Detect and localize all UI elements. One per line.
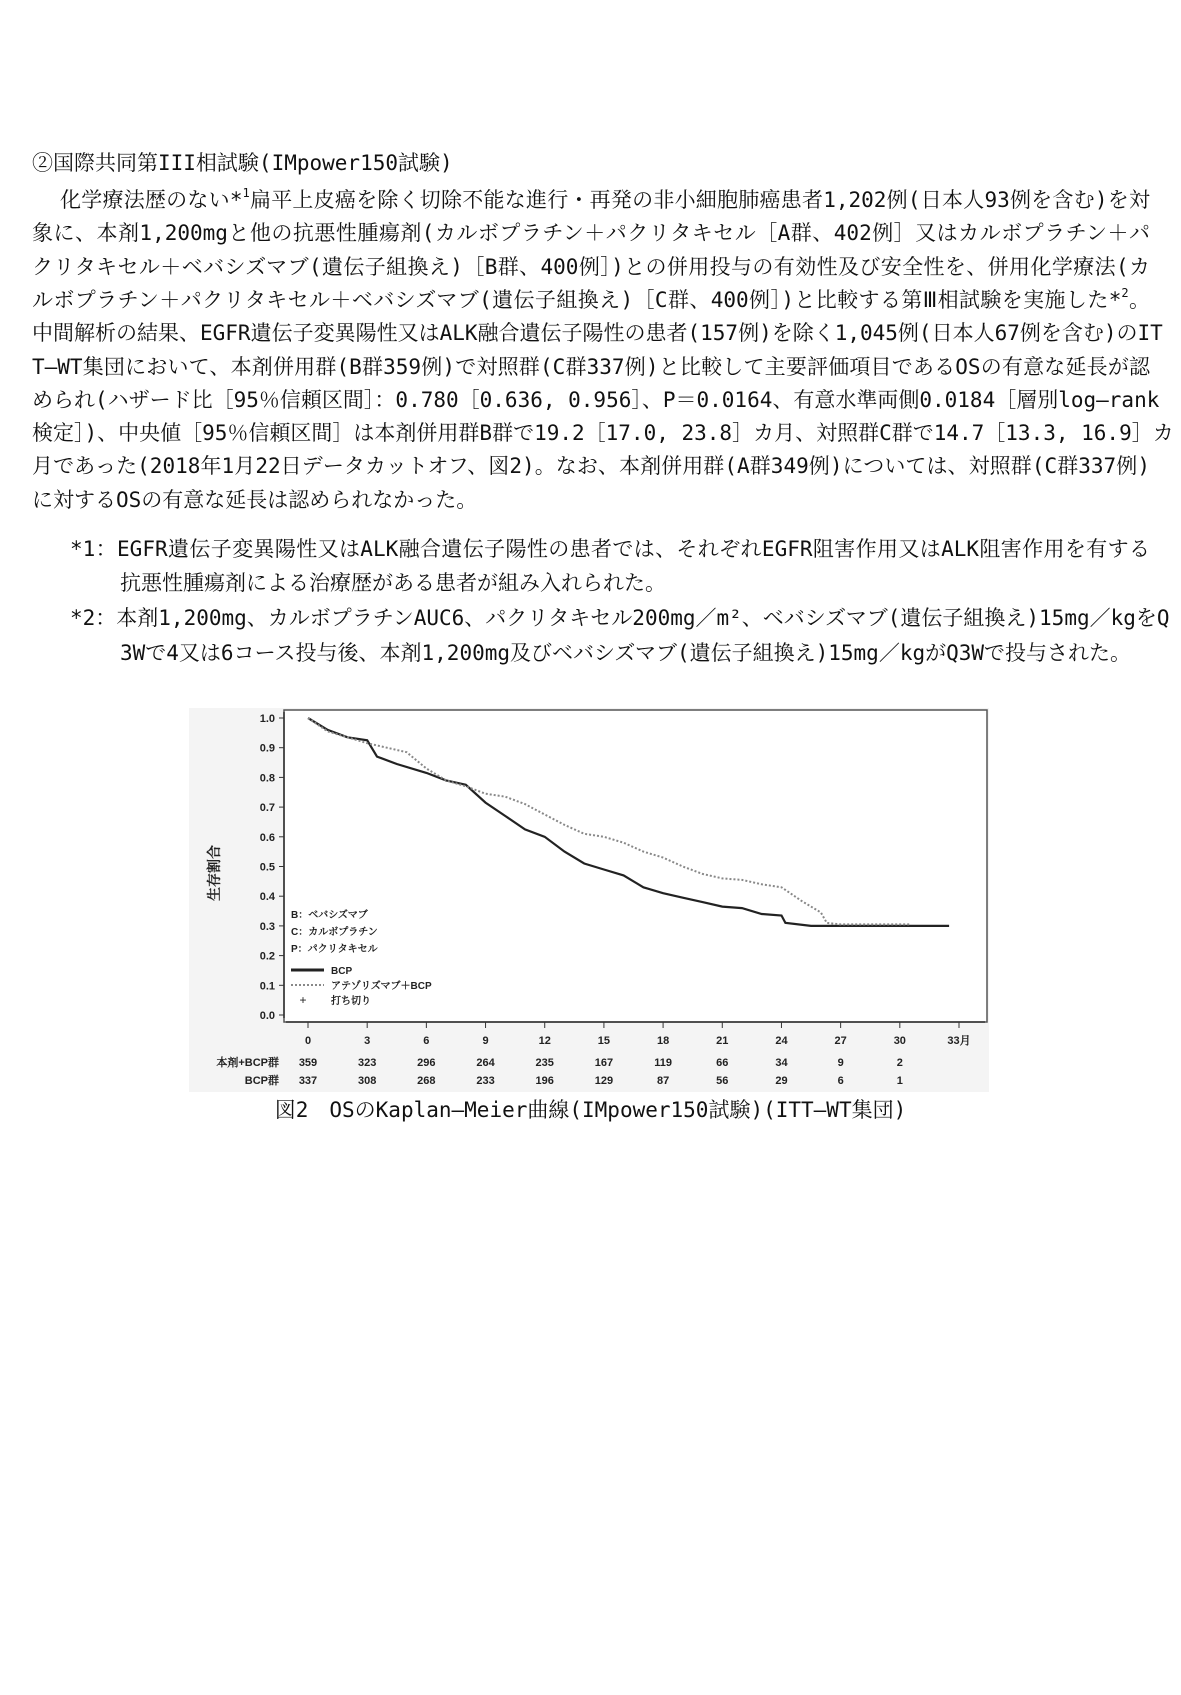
section-heading: ②国際共同第III相試験(IMpower150試験): [32, 151, 453, 175]
at-risk-row-label: BCP群: [244, 1075, 279, 1087]
y-tick-label: 0.2: [259, 950, 275, 963]
x-tick-label: 24: [775, 1035, 788, 1047]
paragraph-line: 化学療法歴のない*$^1$扁平上皮癌を除く切除不能な進行・再発の非小細胞肺癌患者1,202例(日本人93例を含む)を対: [60, 186, 1150, 212]
at-risk-count: 167: [594, 1057, 614, 1069]
at-risk-count: 129: [594, 1075, 614, 1087]
paragraph-line: T―WT集団において、本剤併用群(B群359例)で対照群(C群337例)と比較して主要評価項目であるOSの有意な延長が認: [32, 354, 1150, 379]
x-tick-label: 33月: [947, 1035, 971, 1047]
at-risk-count: 6: [837, 1075, 844, 1087]
x-tick-label: 27: [834, 1035, 847, 1047]
abbreviation-note: B：ベバシズマブ: [291, 910, 368, 921]
at-risk-count: 233: [476, 1075, 495, 1087]
y-tick-label: 0.5: [259, 861, 275, 874]
abbreviation-note: P：パクリタキセル: [291, 944, 378, 955]
abbreviation-note: C：カルボプラチン: [291, 927, 378, 938]
x-tick-label: 0: [304, 1035, 312, 1047]
paragraph-line: 中間解析の結果、EGFR遺伝子変異陽性又はALK融合遺伝子陽性の患者(157例)を除く1,045例(日本人67例を含む)のIT: [32, 321, 1163, 346]
kaplan-meier-chart: [189, 708, 989, 1148]
paragraph-line: に対するOSの有意な延長は認められなかった。: [32, 487, 478, 512]
y-tick-label: 0.8: [259, 772, 275, 785]
x-tick-label: 6: [423, 1035, 430, 1047]
footnote-line: *1：EGFR遺伝子変異陽性又はALK融合遺伝子陽性の患者では、それぞれEGFR阻害作用又はALK阻害作用を有する: [70, 537, 1150, 561]
footnote-line: 3Wで4又は6コース投与後、本剤1,200mg及びベバシズマブ(遺伝子組換え)15mg／kgがQ3Wで投与された。: [120, 641, 1132, 665]
x-tick-label: 3: [364, 1035, 371, 1047]
footnote-line: 抗悪性腫瘍剤による治療歴がある患者が組み入れられた。: [120, 571, 666, 595]
legend-label: BCP: [331, 966, 353, 977]
y-tick-label: 0.7: [259, 802, 275, 815]
x-tick-label: 12: [538, 1035, 551, 1047]
y-axis-label: 生存割合: [206, 845, 222, 901]
at-risk-count: 56: [716, 1075, 729, 1087]
paragraph-line: ルボプラチン＋パクリタキセル＋ベバシズマブ(遺伝子組換え)［C群、400例］)と比較する第Ⅲ相試験を実施した*$^2$。: [32, 285, 1151, 312]
y-tick-label: 0.4: [259, 891, 275, 904]
at-risk-count: 34: [775, 1057, 788, 1069]
paragraph-line: 月であった(2018年1月22日データカットオフ、図2)。なお、本剤併用群(A群349例)については、対照群(C群337例): [32, 454, 1150, 479]
y-tick-label: 1.0: [259, 713, 275, 725]
at-risk-count: 337: [298, 1075, 318, 1087]
at-risk-count: 308: [358, 1075, 377, 1087]
y-tick-label: 0.6: [259, 831, 275, 844]
paragraph-line: 検定］)、中央値［95％信頼区間］は本剤併用群B群で19.2［17.0, 23.8］カ月、対照群C群で14.7［13.3, 16.9］カ: [32, 421, 1174, 446]
x-tick-label: 18: [656, 1035, 670, 1047]
at-risk-count: 296: [417, 1057, 436, 1069]
at-risk-count: 66: [716, 1057, 729, 1069]
x-tick-label: 30: [893, 1035, 906, 1047]
at-risk-count: 9: [837, 1057, 844, 1069]
at-risk-count: 196: [535, 1075, 554, 1087]
at-risk-count: 264: [476, 1057, 495, 1069]
at-risk-count: 29: [775, 1075, 788, 1087]
legend-censor-symbol: +: [299, 993, 307, 1007]
x-tick-label: 9: [482, 1035, 489, 1047]
y-tick-label: 0.1: [259, 980, 275, 993]
y-tick-label: 0.9: [259, 742, 275, 755]
legend-label: 打ち切り: [331, 996, 371, 1007]
at-risk-count: 268: [417, 1075, 436, 1087]
x-tick-label: 21: [716, 1035, 729, 1047]
y-tick-label: 0.0: [259, 1010, 275, 1022]
footnote-line: *2：本剤1,200mg、カルボプラチンAUC6、パクリタキセル200mg／m²、ベバシズマブ(遺伝子組換え)15mg／kgをQ: [70, 606, 1170, 630]
at-risk-count: 119: [654, 1057, 672, 1069]
at-risk-count: 323: [358, 1057, 377, 1069]
at-risk-count: 359: [298, 1057, 318, 1069]
at-risk-row-label: 本剤+BCP群: [216, 1057, 279, 1069]
x-tick-label: 15: [597, 1035, 611, 1047]
at-risk-count: 1: [896, 1075, 903, 1087]
plot-frame: [284, 710, 987, 1022]
at-risk-count: 2: [896, 1057, 903, 1069]
at-risk-count: 235: [535, 1057, 554, 1069]
paragraph-line: 象に、本剤1,200mgと他の抗悪性腫瘍剤(カルボプラチン＋パクリタキセル［A群、402例］又はカルボプラチン＋パ: [32, 221, 1150, 246]
y-tick-label: 0.3: [259, 920, 275, 933]
paragraph-line: められ(ハザード比［95％信頼区間］：0.780［0.636, 0.956］、P＝0.0164、有意水準両側0.0184［層別log―rank: [32, 387, 1160, 412]
at-risk-count: 87: [656, 1075, 670, 1087]
paragraph-line: クリタキセル＋ベバシズマブ(遺伝子組換え)［B群、400例］)との併用投与の有効性及び安全性を、併用化学療法(カ: [32, 254, 1150, 279]
figure-caption: 図2 OSのKaplan―Meier曲線(IMpower150試験)(ITT―WT集団): [274, 1098, 907, 1122]
legend-label: アテゾリズマブ＋BCP: [331, 981, 432, 992]
